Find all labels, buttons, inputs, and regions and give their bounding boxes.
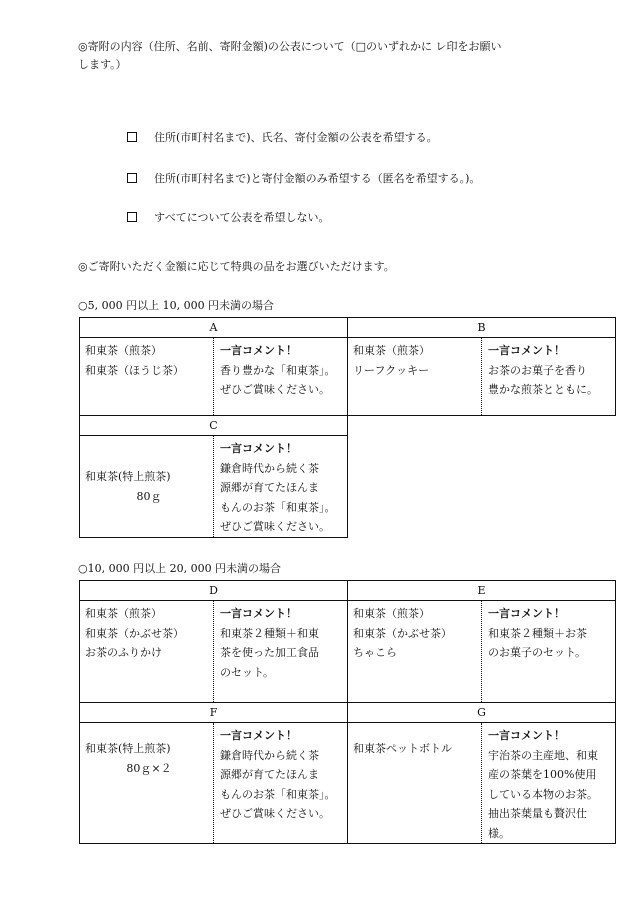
gift-header-e: E — [348, 581, 616, 601]
gift-items-b: 和東茶（煎茶） リーフクッキー — [348, 338, 482, 416]
gift-header-b: B — [348, 318, 616, 338]
option-label: 住所(市町村名まで)と寄付金額のみ希望する（匿名を希望する。)。 — [154, 172, 481, 185]
checkbox-icon[interactable] — [127, 132, 137, 142]
tier2-gift-table — [79, 580, 616, 844]
gift-comment-e: 一言コメント！ 和東茶２種類＋お茶 のお菓子のセット。 — [482, 601, 616, 703]
gift-header-g: G — [348, 703, 616, 723]
gift-items-f: 和東茶(特上煎茶) 80ｇ×２ — [80, 723, 214, 844]
option-label: 住所(市町村名まで)、氏名、寄付金額の公表を希望する。 — [154, 131, 438, 144]
option-label: すべてについて公表を希望しない。 — [154, 211, 330, 224]
checkbox-icon[interactable] — [127, 173, 137, 183]
gift-header-d: D — [80, 581, 348, 601]
gift-items-d: 和東茶（煎茶） 和東茶（かぶせ茶） お茶のふりかけ — [80, 601, 214, 703]
checkbox-icon[interactable] — [127, 212, 137, 222]
gift-items-c: 和東茶(特上煎茶) 80ｇ — [80, 436, 214, 538]
publication-intro-line1: ◎寄附の内容（住所、名前、寄附金額)の公表について（□のいずれかに レ印をお願い — [78, 40, 502, 53]
option-no-public[interactable] — [127, 208, 330, 226]
gift-comment-b: 一言コメント！ お茶のお菓子を香り 豊かな煎茶とともに。 — [482, 338, 616, 416]
tier2-title: ○10, 000 円以上 20, 000 円未満の場合 — [78, 562, 282, 575]
gift-header-a: A — [80, 318, 348, 338]
gift-intro: ◎ご寄附いただく金額に応じて特典の品をお選びいただけます。 — [78, 260, 395, 273]
gift-items-g: 和東茶ペットボトル — [348, 723, 482, 844]
gift-header-c: C — [80, 416, 348, 436]
gift-comment-c: 一言コメント！ 鎌倉時代から続く茶 源郷が育てたほんま もんのお茶「和東茶」。 ぜひご賞味ください。 — [214, 436, 348, 538]
option-public-address-amount[interactable] — [127, 169, 480, 187]
option-public-all[interactable] — [127, 128, 438, 146]
gift-items-e: 和東茶（煎茶） 和東茶（かぶせ茶） ちゃこら — [348, 601, 482, 703]
gift-comment-a: 一言コメント！ 香り豊かな「和東茶」。 ぜひご賞味ください。 — [214, 338, 348, 416]
tier1-title: ○5, 000 円以上 10, 000 円未満の場合 — [78, 299, 275, 312]
gift-comment-d: 一言コメント！ 和東茶２種類＋和東 茶を使った加工食品 のセット。 — [214, 601, 348, 703]
gift-comment-g: 一言コメント！ 宇治茶の主産地、和東 産の茶葉を100%使用 している本物のお茶。 抽出茶葉量も贅沢仕 様。 — [482, 723, 616, 844]
tier1-gift-table — [79, 317, 616, 538]
gift-header-f: F — [80, 703, 348, 723]
gift-items-a: 和東茶（煎茶） 和東茶（ほうじ茶） — [80, 338, 214, 416]
publication-intro-line2: します。） — [78, 58, 127, 71]
gift-comment-f: 一言コメント！ 鎌倉時代から続く茶 源郷が育てたほんま もんのお茶「和東茶」。 ぜひご賞味ください。 — [214, 723, 348, 844]
